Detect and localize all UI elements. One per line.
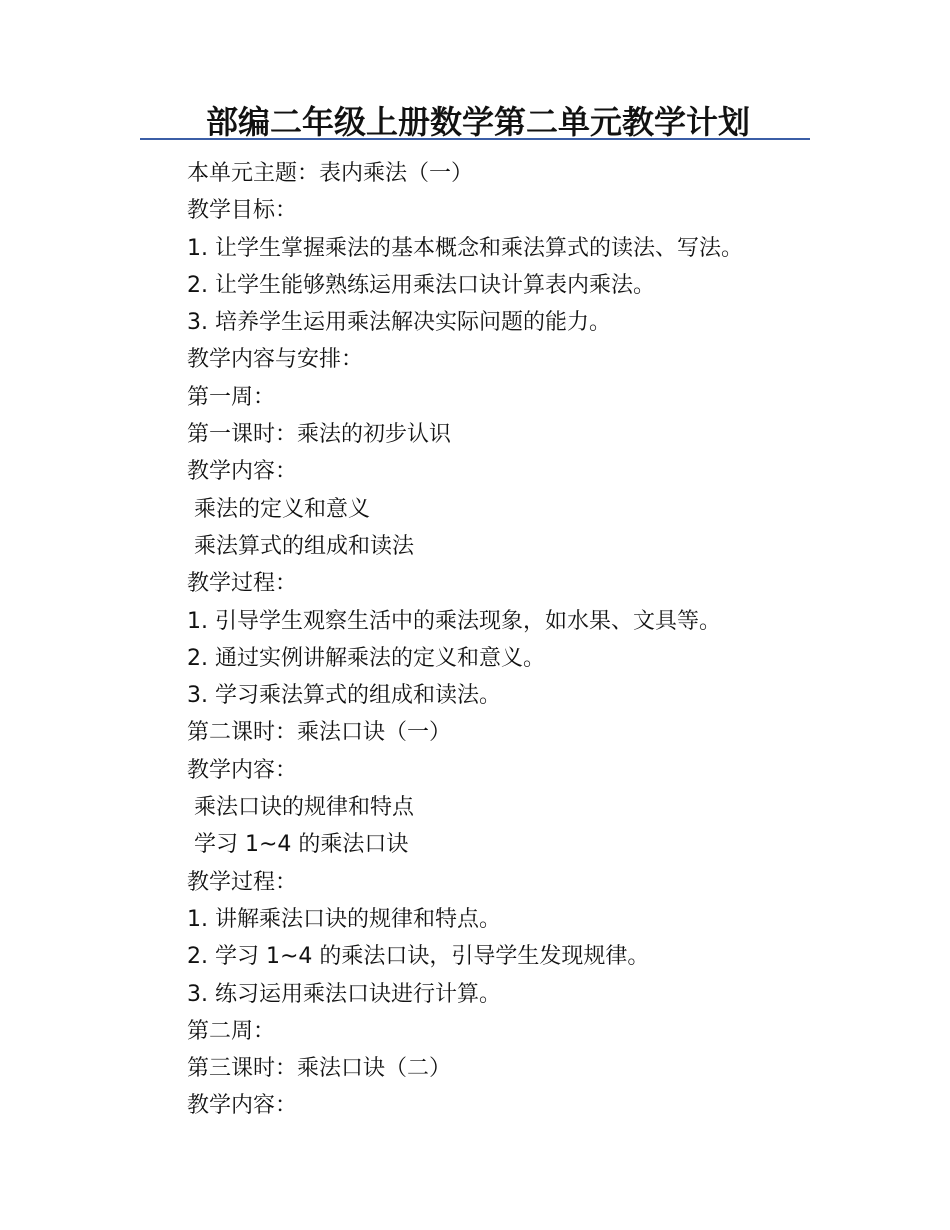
objective-item: 3. 培养学生运用乘法解决实际问题的能力。 — [187, 310, 611, 336]
content-item: 乘法口诀的规律和特点 — [194, 795, 415, 821]
week-heading: 第一周： — [187, 384, 276, 410]
process-item: 2. 通过实例讲解乘法的定义和意义。 — [187, 645, 545, 671]
section-heading: 教学内容与安排： — [187, 347, 364, 373]
objective-item: 1. 让学生掌握乘法的基本概念和乘法算式的读法、写法。 — [187, 235, 743, 261]
lesson-heading: 第三课时：乘法口诀（二） — [187, 1056, 452, 1082]
content-label: 教学内容： — [187, 1093, 298, 1119]
week-heading: 第二周： — [187, 1018, 276, 1044]
content-item: 学习 1~4 的乘法口诀 — [194, 832, 409, 858]
lesson-heading: 第一课时：乘法的初步认识 — [187, 422, 452, 448]
process-item: 1. 引导学生观察生活中的乘法现象，如水果、文具等。 — [187, 608, 721, 634]
title-underline — [140, 138, 810, 140]
lesson-heading: 第二课时：乘法口诀（一） — [187, 720, 452, 746]
process-item: 3. 学习乘法算式的组成和读法。 — [187, 683, 501, 709]
title-block — [0, 100, 950, 142]
document-title: 部编二年级上册数学第二单元教学计划 — [206, 103, 751, 141]
process-label: 教学过程： — [187, 571, 298, 597]
content-label: 教学内容： — [187, 757, 298, 783]
document-body — [187, 155, 887, 1125]
section-heading: 教学目标： — [187, 198, 298, 224]
unit-theme-line: 本单元主题：表内乘法（一） — [187, 161, 474, 186]
process-label: 教学过程： — [187, 869, 298, 895]
content-label: 教学内容： — [187, 459, 298, 485]
process-item: 3. 练习运用乘法口诀进行计算。 — [187, 981, 501, 1007]
process-item: 1. 讲解乘法口诀的规律和特点。 — [187, 906, 501, 932]
content-item: 乘法算式的组成和读法 — [194, 533, 415, 559]
objective-item: 2. 让学生能够熟练运用乘法口诀计算表内乘法。 — [187, 272, 655, 298]
content-item: 乘法的定义和意义 — [194, 496, 371, 522]
process-item: 2. 学习 1~4 的乘法口诀，引导学生发现规律。 — [187, 944, 650, 970]
